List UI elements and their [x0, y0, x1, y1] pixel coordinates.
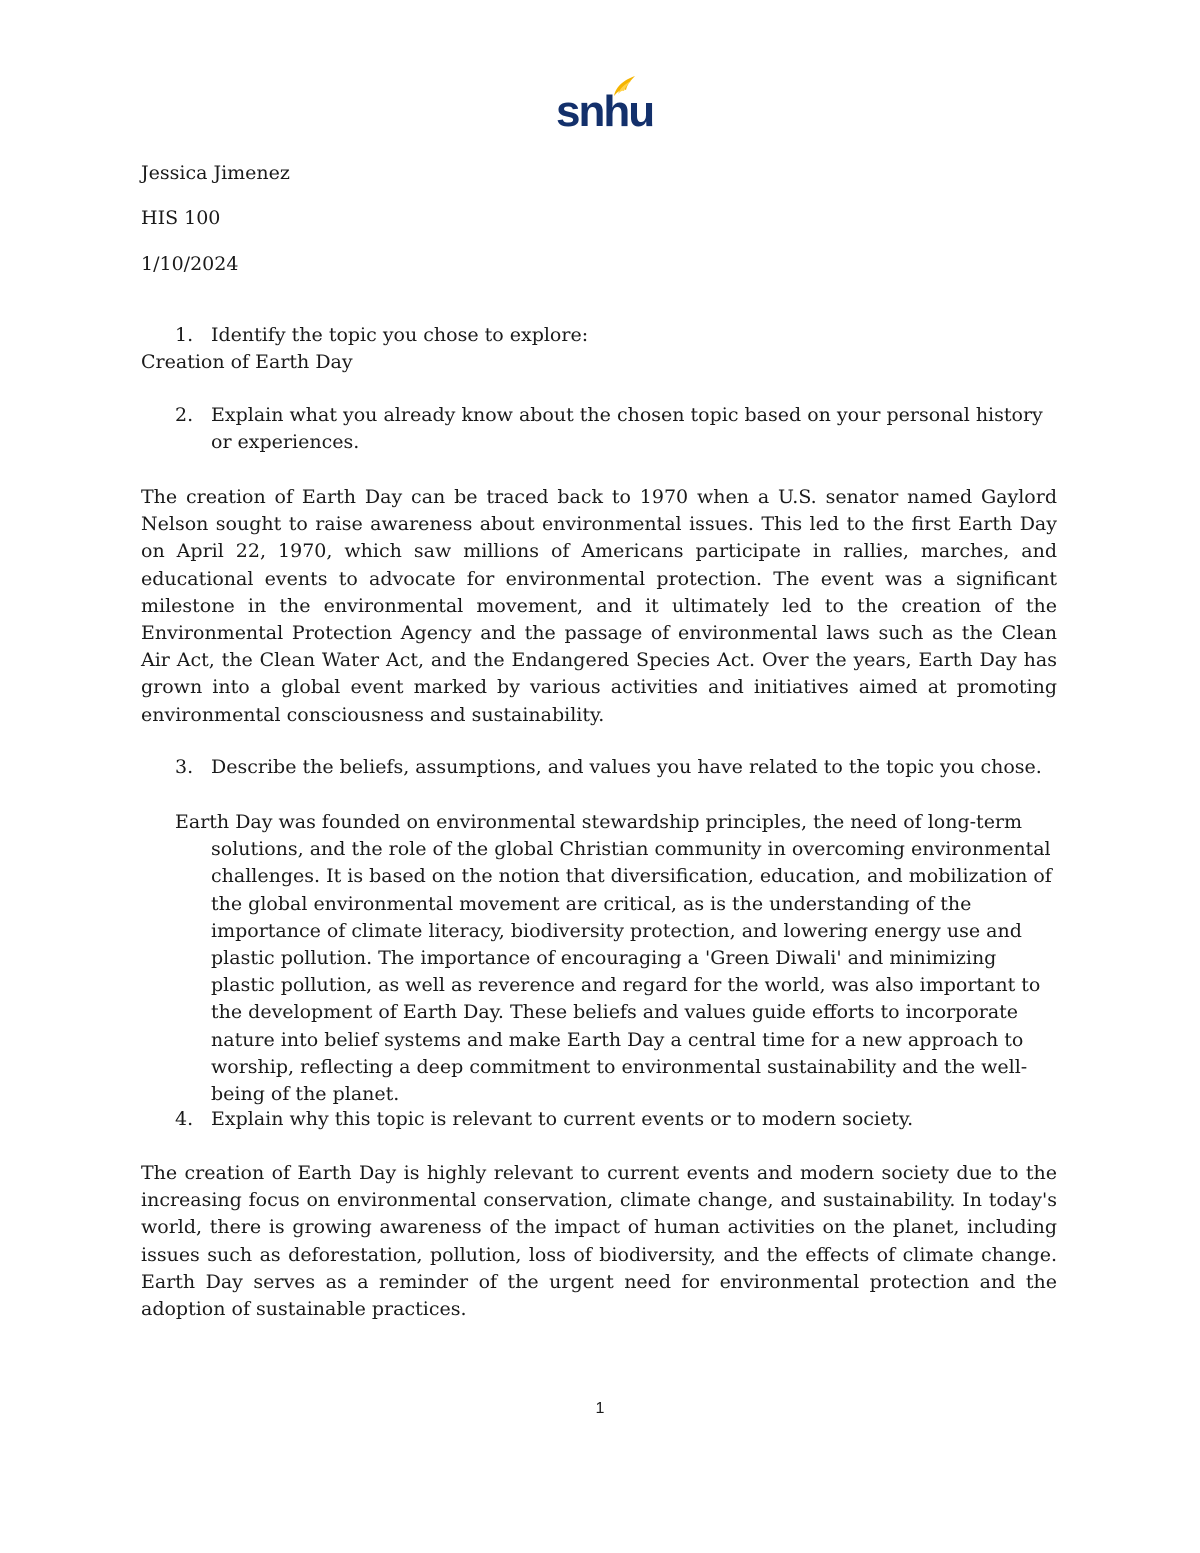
question-text: Identify the topic you chose to explore: — [211, 324, 589, 346]
question-1 — [175, 322, 1065, 349]
answer-3: Earth Day was founded on environmental stewardship principles, the need of long-term solutions, and the role of the global Christian community in overcoming environmental challenges. It is based on the notion that diversification, education, and mobilization of the global environmental movement are critical, as is the understanding of the importance of climate literacy, biodiversity protection, and lowering energy use and plastic pollution. The importance of encouraging a 'Green Diwali' and minimizing plastic pollution, as well as reverence and regard for the world, was also important to the development of Earth Day. These beliefs and values guide efforts to incorporate nature into belief systems and make Earth Day a central time for a new approach to worship, reflecting a deep commitment to environmental sustainability and the well-being of the planet. — [175, 811, 1052, 1106]
question-number: 4. — [175, 1108, 194, 1130]
student-name: Jessica Jimenez — [141, 162, 290, 184]
question-2 — [175, 402, 1065, 456]
answer-4: The creation of Earth Day is highly relevant to current events and modern society due to the increasing focus on environmental conservation, climate change, and sustainability. In today's world, there is growing awareness of the impact of human activities on the planet, including issues such as deforestation, pollution, loss of biodiversity, and the effects of climate change. Earth Day serves as a reminder of the urgent need for environmental protection and the adoption of sustainable practices. — [141, 1162, 1057, 1321]
question-4 — [175, 1106, 1065, 1133]
page-number: 1 — [595, 1400, 605, 1417]
question-number: 3. — [175, 756, 194, 778]
question-text: Explain why this topic is relevant to current events or to modern society. — [211, 1108, 914, 1130]
answer-2: The creation of Earth Day can be traced back to 1970 when a U.S. senator named Gaylord Nelson sought to raise awareness about environmental issues. This led to the first Earth Day on April 22, 1970, which saw millions of Americans participate in rallies, marches, and educational events to advocate for environmental protection. The event was a significant milestone in the environmental movement, and it ultimately led to the creation of the Environmental Protection Agency and the passage of environmental laws such as the Clean Air Act, the Clean Water Act, and the Endangered Species Act. Over the years, Earth Day has grown into a global event marked by various activities and initiatives aimed at promoting environmental consciousness and sustainability. — [141, 486, 1057, 726]
submission-date: 1/10/2024 — [141, 253, 239, 275]
question-text: Describe the beliefs, assumptions, and values you have related to the topic you chose. — [211, 756, 1042, 778]
question-number: 2. — [175, 404, 194, 426]
question-3 — [175, 754, 1065, 781]
question-text: Explain what you already know about the chosen topic based on your personal history or experiences. — [211, 404, 1043, 453]
logo-wordmark: snhu — [556, 87, 654, 136]
snhu-logo — [556, 74, 654, 136]
answer-1: Creation of Earth Day — [141, 351, 353, 373]
course-code: HIS 100 — [141, 207, 221, 229]
question-number: 1. — [175, 324, 194, 346]
